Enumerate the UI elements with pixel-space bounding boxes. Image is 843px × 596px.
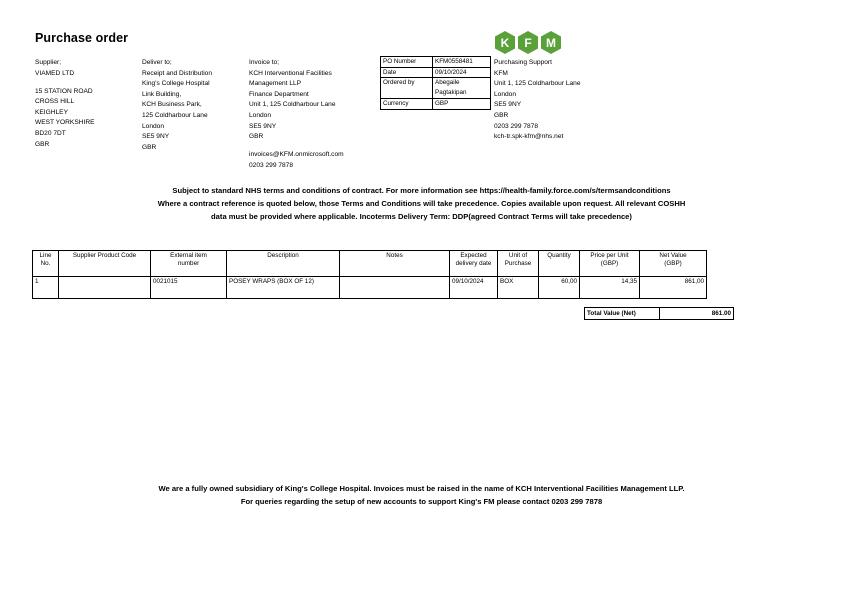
- terms-notice: [30, 185, 813, 223]
- po-number-row: [381, 57, 491, 68]
- ordered-by-first: Abegaile: [435, 79, 460, 87]
- cell-description: POSEY WRAPS (BOX OF 12): [227, 277, 340, 299]
- cell-notes: [340, 277, 450, 299]
- col-header-line-no: Line No.: [33, 251, 59, 277]
- purchasing-phone: 0203 299 7878: [494, 122, 539, 130]
- ordered-by-label: Ordered by: [381, 78, 433, 99]
- deliver-to-line: King's College Hospital: [142, 80, 210, 88]
- col-header-unit: Unit of Purchase: [498, 251, 539, 277]
- footer-line: We are a fully owned subsidiary of King's College Hospital. Invoices must be raised in the name of KCH Interventional Facilities Management LLP.: [158, 484, 685, 493]
- ordered-by-row: [381, 78, 491, 99]
- cell-price: 14,35: [580, 277, 640, 299]
- invoice-to-line: KCH Interventional Facilities: [249, 69, 332, 77]
- currency-value: GBP: [433, 99, 491, 110]
- po-info-table: [380, 56, 491, 110]
- cell-quantity: 60,00: [539, 277, 580, 299]
- total-label: Total Value (Net): [585, 308, 660, 320]
- terms-line: Where a contract reference is quoted below, those Terms and Conditions will take precedence. Copies available upon request. All relevant COSHH: [157, 198, 686, 208]
- deliver-to-line: GBR: [142, 143, 157, 151]
- total-value: 861.00: [660, 308, 734, 320]
- po-number-label: PO Number: [381, 57, 433, 68]
- cell-unit: BOX: [498, 277, 539, 299]
- invoice-to-line: London: [249, 111, 272, 119]
- logo-letter-k: [495, 31, 515, 54]
- date-row: [381, 67, 491, 78]
- supplier-line: KEIGHLEY: [35, 108, 68, 116]
- invoice-to-line: GBR: [249, 133, 264, 141]
- total-table: [584, 307, 734, 320]
- purchasing-email-link[interactable]: kch-tr.spk-kfm@nhs.net: [494, 133, 564, 141]
- terms-line: data must be provided where applicable. Incoterms Delivery Term: DDP(agreed Contract Terms will take precedence): [211, 211, 632, 221]
- currency-row: [381, 99, 491, 110]
- date-value: 09/10/2024: [433, 67, 491, 78]
- invoice-to-line: Unit 1, 125 Coldharbour Lane: [249, 101, 336, 109]
- deliver-to-block: [142, 58, 212, 153]
- cell-line-no: 1: [33, 277, 59, 299]
- ordered-by-value: [433, 78, 491, 99]
- cell-net-value: 861,00: [640, 277, 707, 299]
- col-header-price: Price per Unit (GBP): [580, 251, 640, 277]
- ordered-by-last: Pagtakipan: [435, 88, 467, 96]
- table-row: [33, 277, 707, 299]
- currency-label: Currency: [381, 99, 433, 110]
- col-header-net-value: Net Value (GBP): [640, 251, 707, 277]
- svg-text:M: M: [546, 36, 556, 50]
- footer-line: For queries regarding the setup of new accounts to support King's FM please contact 0203 299 7878: [240, 497, 603, 506]
- deliver-to-heading: Deliver to;: [142, 59, 172, 66]
- logo-letter-f: [518, 31, 538, 54]
- deliver-to-line: Receipt and Distribution: [142, 69, 213, 77]
- svg-text:K: K: [500, 36, 510, 50]
- purchasing-heading: Purchasing Support: [494, 59, 552, 66]
- order-items-table: [32, 250, 707, 299]
- cell-expected-date: 09/10/2024: [450, 277, 498, 299]
- purchasing-line: SE5 9NY: [494, 101, 522, 109]
- total-row: [585, 308, 734, 320]
- deliver-to-line: Link Building,: [142, 90, 182, 98]
- supplier-name: VIAMED LTD: [35, 69, 75, 77]
- supplier-heading: Supplier;: [35, 59, 62, 66]
- supplier-line: WEST YORKSHIRE: [35, 119, 95, 127]
- deliver-to-line: KCH Business Park,: [142, 101, 202, 109]
- svg-text:F: F: [524, 36, 532, 50]
- supplier-line: 15 STATION ROAD: [35, 87, 93, 95]
- cell-supplier-code: [59, 277, 151, 299]
- supplier-line: BD20 7DT: [35, 130, 66, 138]
- table-header-row: [33, 251, 707, 277]
- invoice-to-line: Management LLP: [249, 80, 302, 88]
- po-number-value: KFM0558481: [433, 57, 491, 68]
- invoice-to-line: Finance Department: [249, 90, 309, 98]
- purchasing-line: London: [494, 90, 517, 98]
- invoice-to-block: [249, 58, 344, 171]
- kfm-logo: [494, 30, 562, 55]
- invoice-email-link[interactable]: invoices@KFM.onmicrosoft.com: [249, 151, 344, 159]
- page-title: Purchase order: [35, 31, 129, 45]
- purchasing-line: GBR: [494, 111, 509, 119]
- purchasing-support-block: [494, 58, 581, 143]
- invoice-to-line: SE5 9NY: [249, 122, 277, 130]
- deliver-to-line: 125 Coldharbour Lane: [142, 111, 208, 119]
- col-header-external-item: External item number: [151, 251, 227, 277]
- supplier-line: CROSS HILL: [35, 98, 75, 106]
- col-header-quantity: Quantity: [539, 251, 580, 277]
- invoice-to-heading: Invoice to;: [249, 59, 280, 66]
- terms-line: Subject to standard NHS terms and conditions of contract. For more information see https://health-family.force.com/s/termsandconditions: [172, 186, 671, 195]
- col-header-description: Description: [227, 251, 340, 277]
- supplier-line: GBR: [35, 140, 50, 148]
- date-label: Date: [381, 67, 433, 78]
- purchasing-line: KFM: [494, 69, 508, 77]
- footer-notice: [30, 482, 813, 508]
- cell-external-item: 0021015: [151, 277, 227, 299]
- col-header-expected-date: Expected delivery date: [450, 251, 498, 277]
- col-header-notes: Notes: [340, 251, 450, 277]
- logo-letter-m: [541, 31, 561, 54]
- purchasing-line: Unit 1, 125 Coldharbour Lane: [494, 80, 581, 88]
- deliver-to-line: London: [142, 122, 165, 130]
- deliver-to-line: SE5 9NY: [142, 133, 170, 141]
- supplier-block: [35, 58, 94, 150]
- col-header-supplier-code: Supplier Product Code: [59, 251, 151, 277]
- invoice-phone: 0203 299 7878: [249, 161, 294, 169]
